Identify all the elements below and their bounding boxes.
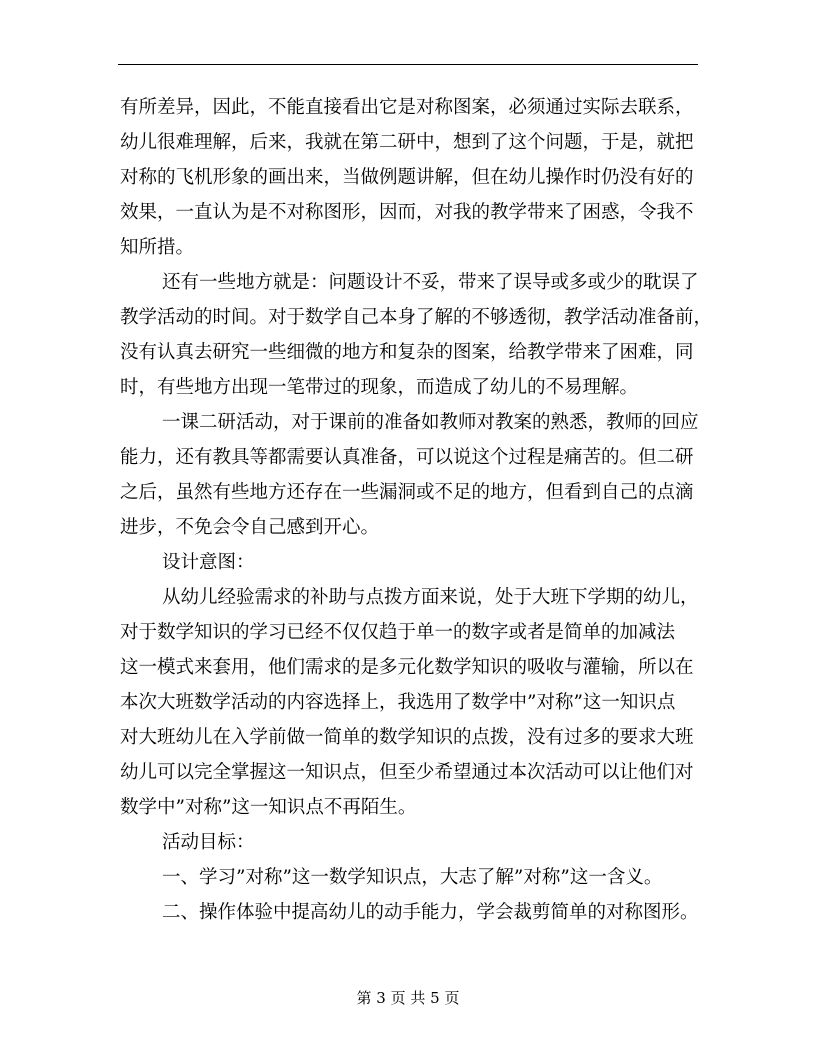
paragraph-first-line: 还有一些地方就是：问题设计不妥，带来了误导或多或少的耽误了 <box>162 272 699 293</box>
body-line: 效果，一直认为是不对称图形，因而，对我的教学带来了困惑，令我不 <box>120 202 694 223</box>
body-line: 对大班幼儿在入学前做一简单的数学知识的点拨，没有过多的要求大班 <box>120 727 694 748</box>
body-line: 能力，还有教具等都需要认真准备，可以说这个过程是痛苦的。但二研 <box>120 447 694 468</box>
body-line: 幼儿很难理解，后来，我就在第二研中，想到了这个问题，于是，就把 <box>120 132 694 153</box>
body-line: 知所措。 <box>120 237 195 258</box>
body-line: 幼儿可以完全掌握这一知识点，但至少希望通过本次活动可以让他们对 <box>120 762 694 783</box>
body-line: 对于数学知识的学习已经不仅仅趋于单一的数字或者是简单的加减法 <box>120 622 676 643</box>
page-number-footer: 第 3 页 共 5 页 <box>356 989 460 1007</box>
body-line: 对称的飞机形象的画出来，当做例题讲解，但在幼儿操作时仍没有好的 <box>120 167 694 188</box>
body-line: 教学活动的时间。对于数学自己本身了解的不够透彻，教学活动准备前， <box>120 307 713 328</box>
body-line: 有所差异，因此，不能直接看出它是对称图案，必须通过实际去联系， <box>120 97 694 118</box>
body-line: 之后，虽然有些地方还存在一些漏洞或不足的地方，但看到自己的点滴 <box>120 482 694 503</box>
goal-item: 一、学习”对称”这一数学知识点，大志了解”对称”这一含义。 <box>162 867 663 888</box>
document-body <box>120 90 713 930</box>
section-heading-activity-goals: 活动目标： <box>162 832 255 853</box>
body-line: 数学中”对称”这一知识点不再陌生。 <box>120 797 417 818</box>
body-line: 本次大班数学活动的内容选择上，我选用了数学中”对称”这一知识点 <box>120 692 676 713</box>
body-line: 时，有些地方出现一笔带过的现象，而造成了幼儿的不易理解。 <box>120 377 639 398</box>
body-line: 进步，不免会令自己感到开心。 <box>120 517 380 538</box>
body-line: 没有认真去研究一些细微的地方和复杂的图案，给教学带来了困难，同 <box>120 342 694 363</box>
paragraph-first-line: 一课二研活动，对于课前的准备如教师对教案的熟悉，教师的回应 <box>162 412 699 433</box>
body-line: 这一模式来套用，他们需求的是多元化数学知识的吸收与灌输，所以在 <box>120 657 694 678</box>
paragraph-first-line: 从幼儿经验需求的补助与点拨方面来说，处于大班下学期的幼儿， <box>162 587 699 608</box>
goal-item: 二、操作体验中提高幼儿的动手能力，学会裁剪简单的对称图形。 <box>162 902 699 923</box>
header-rule <box>118 64 698 65</box>
section-heading-design-intent: 设计意图： <box>162 552 255 573</box>
